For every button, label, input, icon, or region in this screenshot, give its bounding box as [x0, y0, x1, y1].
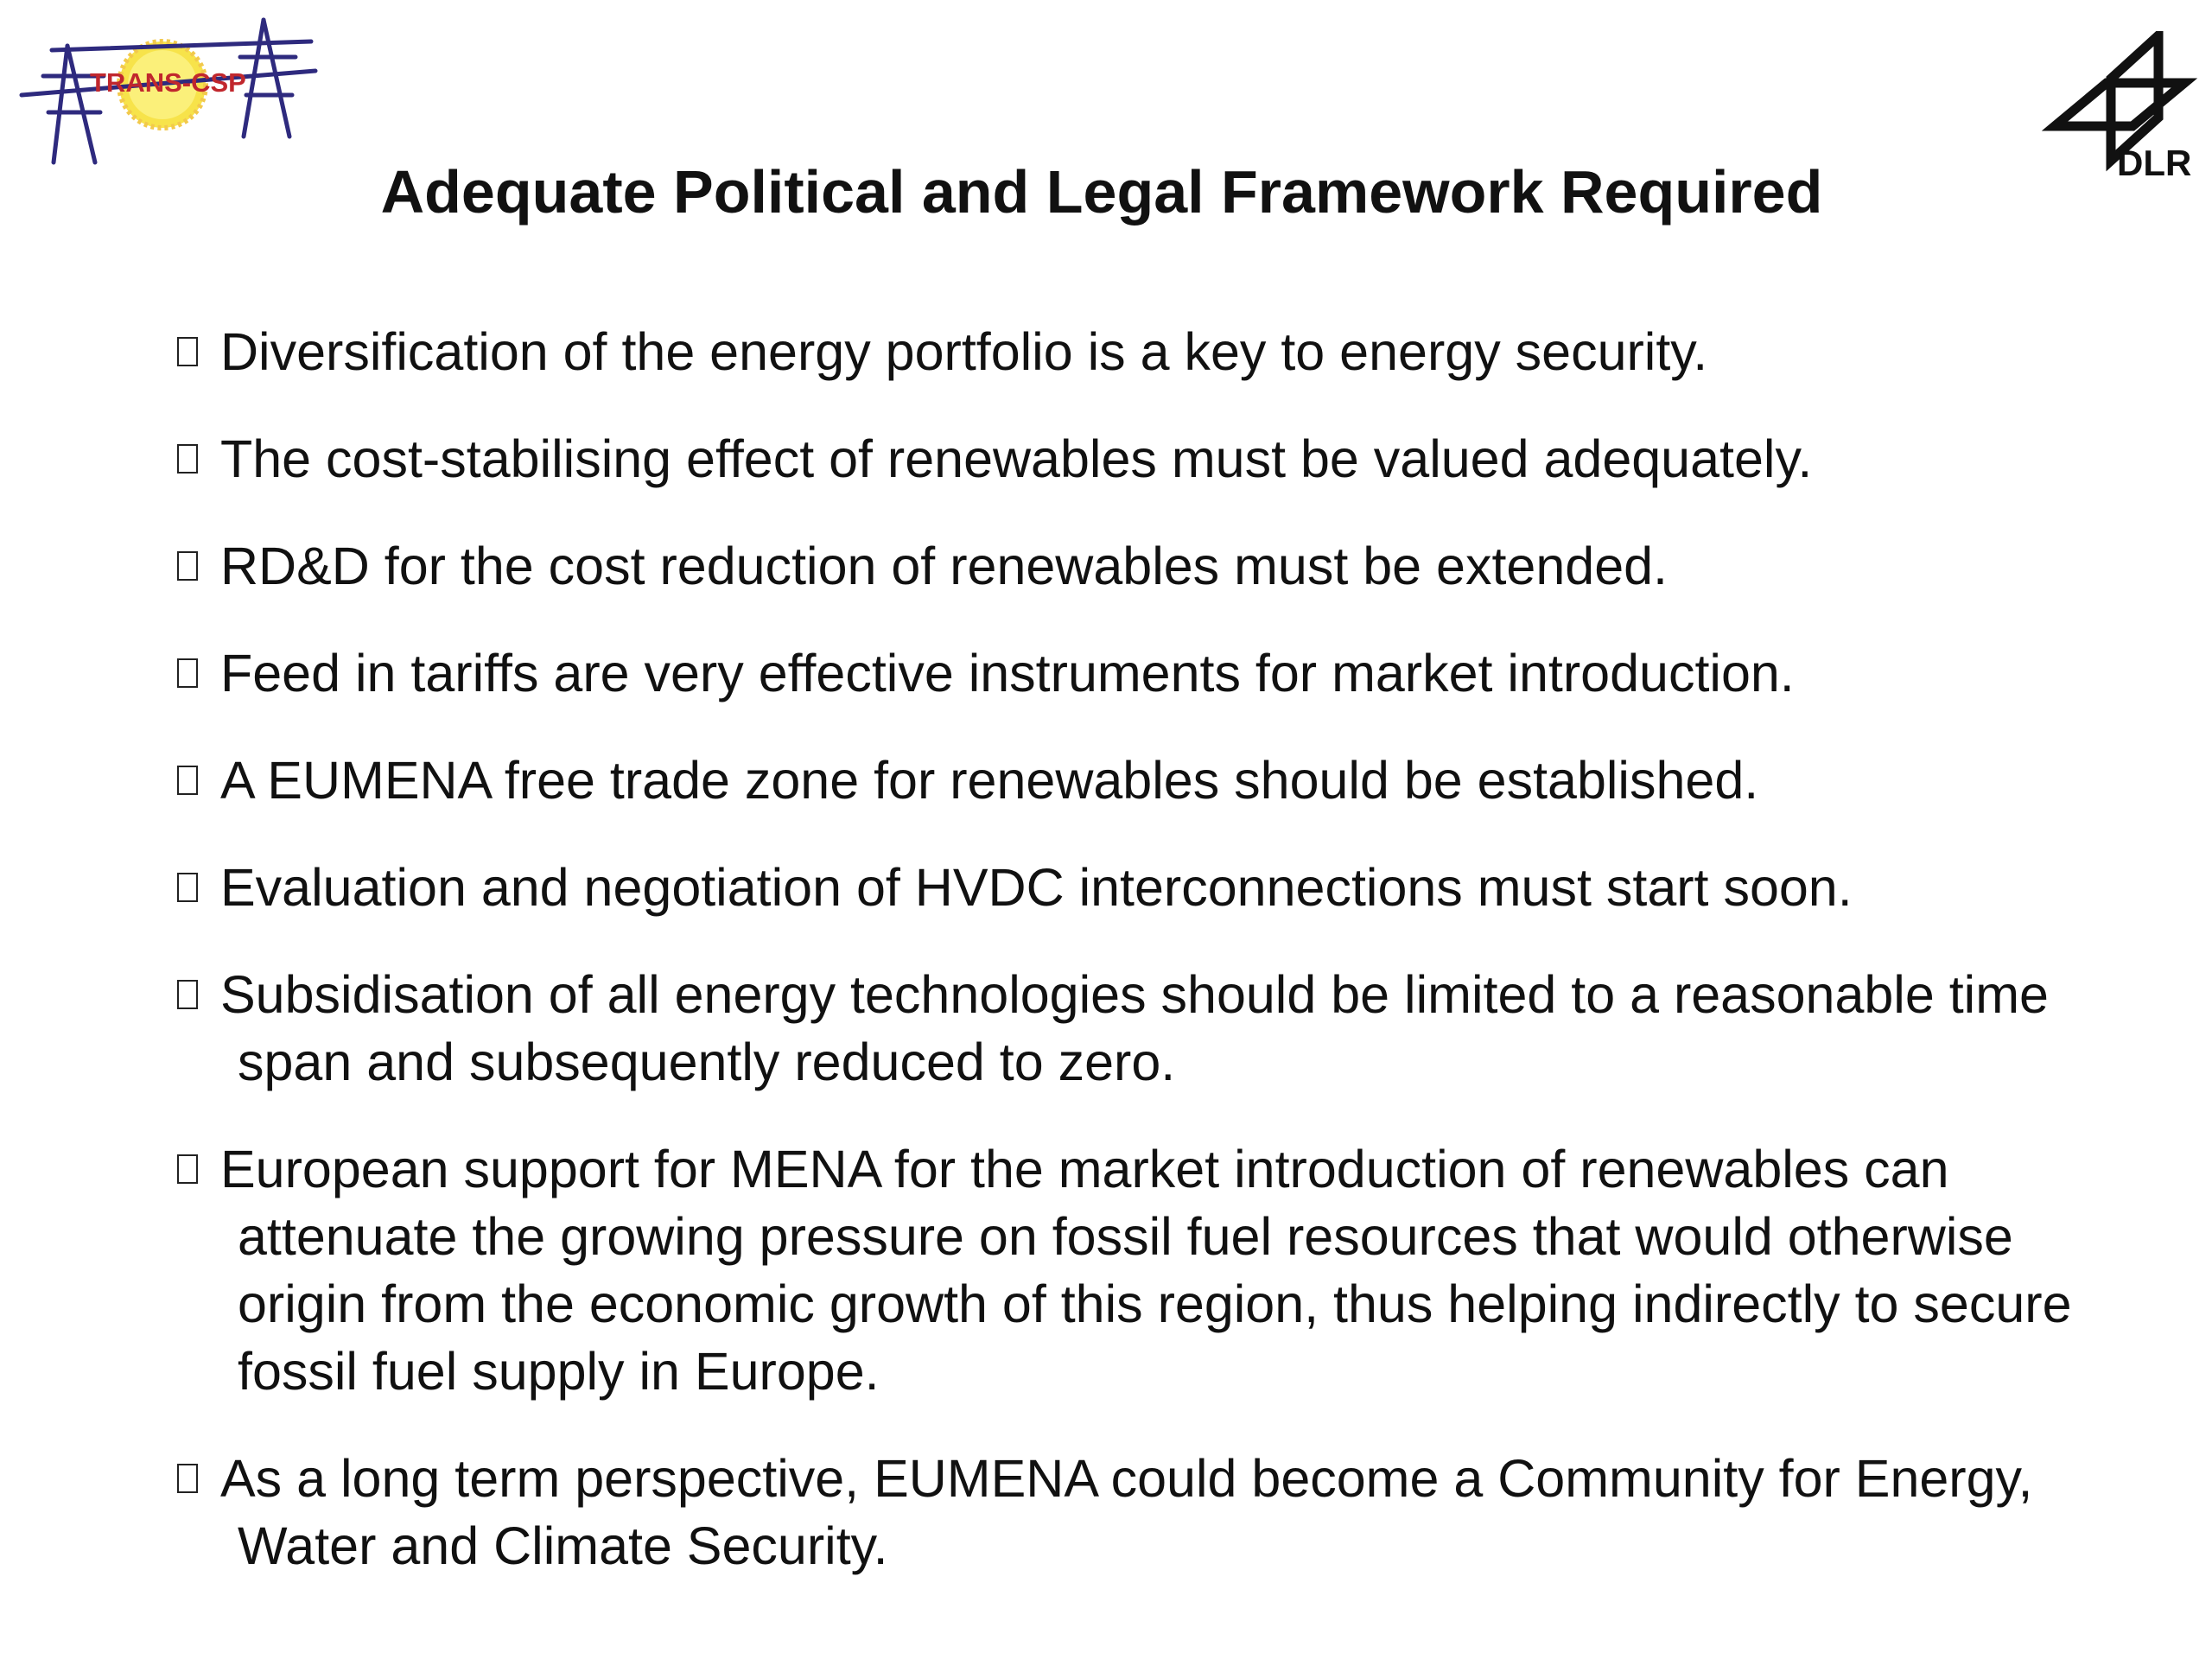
- bullet-text: RD&D for the cost reduction of renewables must be extended.: [220, 537, 1668, 595]
- trans-csp-logo-text: TRANS-CSP: [90, 67, 246, 98]
- bullet-item: [177, 425, 2147, 493]
- bullet-box-icon: [177, 658, 198, 688]
- bullet-item: [177, 1445, 2147, 1580]
- bullet-item: [177, 639, 2147, 707]
- bullet-box-icon: [177, 980, 198, 1009]
- bullet-item: [177, 747, 2147, 814]
- bullet-text: Subsidisation of all energy technologies should be limited to a reasonable time span and subsequently reduced to zero.: [220, 965, 2049, 1091]
- bullet-item: [177, 318, 2147, 385]
- bullet-box-icon: [177, 551, 198, 581]
- bullet-box-icon: [177, 1154, 198, 1184]
- bullet-text: Diversification of the energy portfolio is a key to energy security.: [220, 322, 1708, 381]
- bullet-text: The cost-stabilising effect of renewables must be valued adequately.: [220, 429, 1813, 488]
- bullet-text: Evaluation and negotiation of HVDC interconnections must start soon.: [220, 858, 1853, 917]
- slide-title: Adequate Political and Legal Framework Required: [380, 158, 1823, 226]
- bullet-text: A EUMENA free trade zone for renewables should be established.: [220, 751, 1759, 810]
- bullet-box-icon: [177, 766, 198, 795]
- bullet-text: European support for MENA for the market introduction of renewables can attenuate the growing pressure on fossil fuel resources that would otherwise origin from the economic growth of this region, thus helping indirectly to secure fossil fuel supply in Europe.: [220, 1140, 2072, 1401]
- bullet-item: [177, 532, 2147, 600]
- bullet-text: Feed in tariffs are very effective instruments for market introduction.: [220, 644, 1795, 702]
- dlr-logo-text: DLR: [2117, 143, 2192, 183]
- bullet-box-icon: [177, 873, 198, 902]
- bullet-list: [177, 318, 2147, 1619]
- bullet-item: [177, 961, 2147, 1096]
- bullet-text: As a long term perspective, EUMENA could become a Community for Energy, Water and Climate Security.: [220, 1449, 2033, 1575]
- bullet-item: [177, 854, 2147, 921]
- bullet-box-icon: [177, 444, 198, 474]
- bullet-box-icon: [177, 337, 198, 366]
- bullet-box-icon: [177, 1464, 198, 1493]
- bullet-item: [177, 1135, 2147, 1405]
